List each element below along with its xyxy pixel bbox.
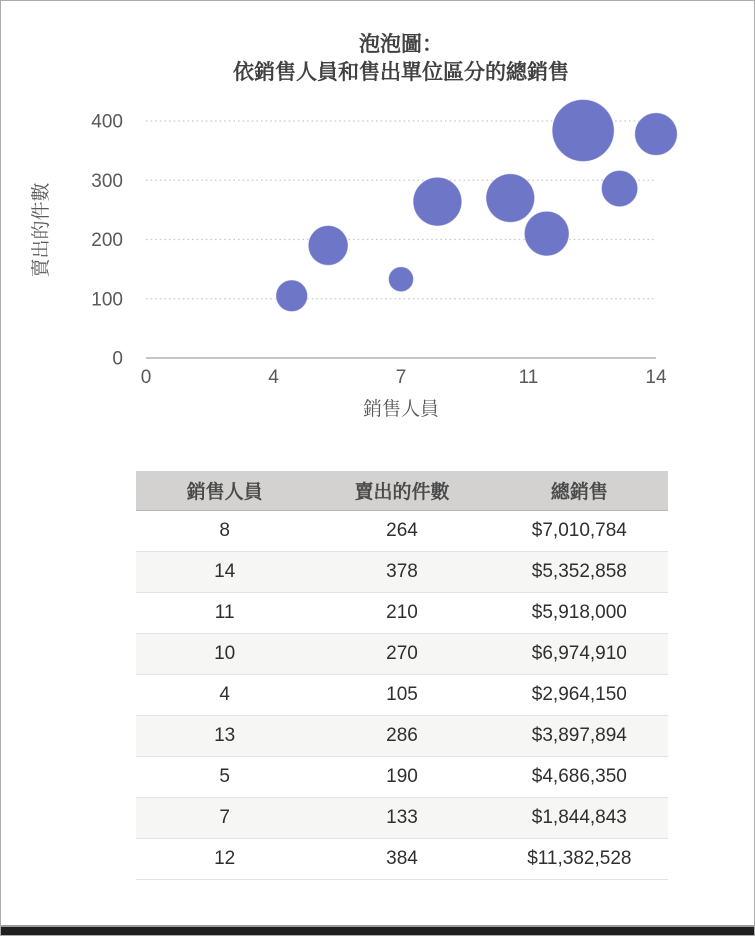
table-cell: 210 (313, 593, 490, 634)
bubble (486, 174, 535, 223)
x-axis-title: 銷售人員 (362, 399, 440, 420)
bubble (308, 226, 348, 266)
table-body (136, 511, 668, 880)
header-cell: 賣出的件數 (313, 471, 490, 511)
bubble (389, 267, 414, 292)
table-cell: 190 (313, 757, 490, 798)
x-tick-label: 14 (645, 367, 667, 388)
header-cell: 銷售人員 (136, 471, 313, 511)
table-row (136, 552, 668, 593)
chart-title-line2: 依銷售人員和售出單位區分的總銷售 (233, 61, 569, 84)
y-axis-title: 賣出的件數 (31, 182, 52, 278)
x-tick-label: 7 (395, 367, 407, 388)
table-cell: 133 (313, 798, 490, 839)
table-cell: $7,010,784 (491, 511, 668, 552)
bubble (601, 170, 637, 206)
bubble (276, 280, 308, 312)
table-cell: $6,974,910 (491, 634, 668, 675)
table-cell: 11 (136, 593, 313, 634)
bubble (635, 113, 678, 156)
bubble (413, 177, 462, 226)
x-tick-label: 0 (140, 367, 152, 388)
table-cell: 286 (313, 716, 490, 757)
bubble-chart (1, 1, 755, 436)
table-row (136, 634, 668, 675)
table-row (136, 798, 668, 839)
table-row (136, 675, 668, 716)
y-tick-label: 300 (91, 170, 123, 192)
table-cell: 12 (136, 839, 313, 880)
table-cell: $11,382,528 (491, 839, 668, 880)
table-head (136, 471, 668, 511)
bubble (524, 211, 569, 256)
table-cell: 4 (136, 675, 313, 716)
chart-title-line1: 泡泡圖： (359, 33, 443, 56)
data-table (136, 471, 668, 880)
x-tick-label: 4 (268, 367, 279, 388)
table-cell: 5 (136, 757, 313, 798)
header-cell: 總銷售 (491, 471, 668, 511)
table-cell: $1,844,843 (491, 798, 668, 839)
table-row (136, 716, 668, 757)
table-cell: 14 (136, 552, 313, 593)
table-cell: 105 (313, 675, 490, 716)
x-tick-label: 11 (518, 367, 539, 388)
y-tick-label: 400 (91, 111, 123, 133)
table-cell: $5,352,858 (491, 552, 668, 593)
table-header-row (136, 471, 668, 511)
table-cell: 13 (136, 716, 313, 757)
table-cell: $3,897,894 (491, 716, 668, 757)
chart-bubbles (276, 99, 677, 311)
table-cell: $2,964,150 (491, 675, 668, 716)
y-tick-label: 100 (91, 289, 123, 311)
y-tick-label: 200 (91, 230, 123, 251)
table-row (136, 511, 668, 552)
table-cell: $4,686,350 (491, 757, 668, 798)
y-tick-label: 0 (112, 348, 123, 370)
table-row (136, 593, 668, 634)
bottom-window-edge (1, 925, 754, 935)
table-row (136, 757, 668, 798)
table-row (136, 839, 668, 880)
table-cell: 378 (313, 552, 490, 593)
table-cell: 264 (313, 511, 490, 552)
table-cell: 7 (136, 798, 313, 839)
table-cell: 8 (136, 511, 313, 552)
bubble (552, 99, 614, 161)
table-cell: 270 (313, 634, 490, 675)
table-cell: 384 (313, 839, 490, 880)
table-cell: 10 (136, 634, 313, 675)
table-cell: $5,918,000 (491, 593, 668, 634)
